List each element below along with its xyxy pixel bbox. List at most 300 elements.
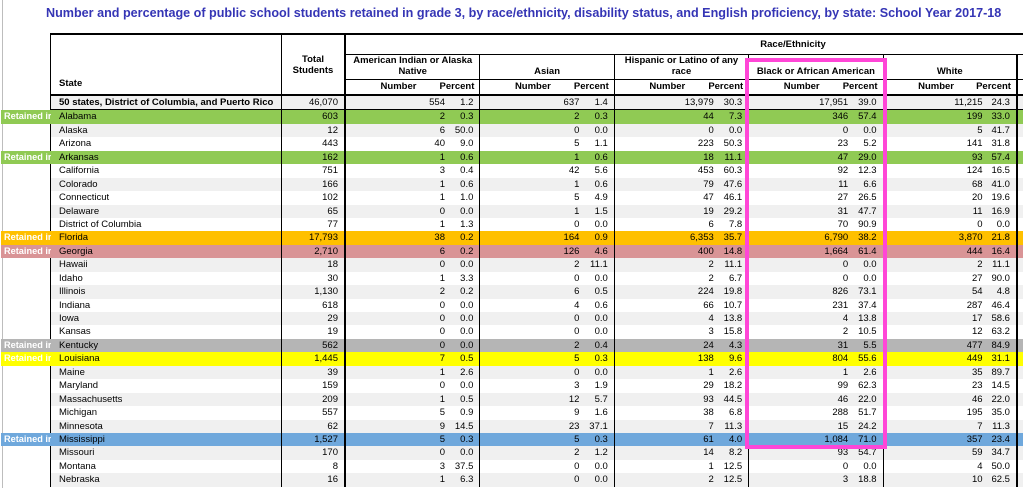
number-value: 1 [842, 366, 849, 378]
number-value: 1 [439, 474, 445, 486]
percent-value: 62.5 [991, 474, 1010, 486]
row-sliver [1018, 366, 1023, 379]
percent-value: 0.9 [460, 407, 474, 419]
number-value: 444 [966, 245, 983, 257]
number-value: 2 [574, 259, 580, 271]
race-group-cell [615, 137, 749, 150]
number-subheader: Number [783, 81, 820, 92]
table-row [51, 96, 1023, 110]
number-value: 3 [574, 380, 580, 392]
number-value: 59 [971, 447, 983, 459]
percent-value: 5.5 [863, 339, 877, 351]
number-value: 12 [568, 393, 580, 405]
table-body [4, 96, 1023, 487]
table-row [51, 178, 1023, 191]
number-value: 17,951 [819, 97, 849, 108]
number-value: 0 [842, 259, 849, 271]
percent-value: 0.9 [594, 232, 608, 244]
race-group-cell [749, 178, 883, 191]
percent-value: 4.0 [728, 433, 743, 445]
row-sliver [1018, 473, 1023, 486]
table-row [4, 151, 1023, 164]
percent-value: 6.3 [460, 474, 474, 486]
state-name: Delaware [51, 205, 282, 218]
percent-value: 18.2 [723, 380, 743, 392]
race-group-cell [480, 406, 614, 419]
number-value: 2 [574, 339, 580, 351]
race-group-cell [480, 110, 614, 123]
race-group-cell [346, 178, 480, 191]
number-value: 804 [832, 353, 849, 365]
number-value: 38 [434, 232, 445, 244]
percent-value: 23.4 [991, 433, 1010, 445]
number-value: 224 [697, 286, 714, 298]
number-value: 20 [971, 192, 983, 204]
race-group-cell [615, 245, 749, 258]
percent-value: 37.1 [589, 420, 608, 432]
column-header-total-students: Total Students [282, 35, 346, 94]
table-row [51, 218, 1023, 231]
percent-value: 31.1 [991, 353, 1010, 365]
table-row [51, 366, 1023, 379]
percent-value: 11.3 [992, 420, 1010, 432]
percent-value: 0.0 [863, 259, 877, 271]
race-group-cell [346, 258, 480, 271]
total-students-value: 166 [282, 178, 346, 191]
race-group-cell [884, 110, 1018, 123]
state-name: California [51, 164, 282, 177]
total-students-value: 562 [282, 339, 346, 352]
row-sliver [1018, 406, 1023, 419]
race-group-cell [346, 164, 480, 177]
number-value: 23 [568, 420, 580, 432]
column-subheader [480, 80, 614, 94]
percent-value: 90.0 [991, 272, 1010, 284]
percent-value: 0.6 [460, 151, 474, 163]
race-group-cell [749, 96, 883, 109]
column-group-header: American Indian or Alaska Native [346, 55, 480, 80]
state-name: Minnesota [51, 420, 282, 433]
number-value: 4 [574, 299, 580, 311]
number-value: 29 [703, 380, 714, 392]
percent-value: 0.2 [460, 286, 474, 298]
number-value: 35 [971, 366, 983, 378]
number-value: 1 [708, 460, 714, 472]
row-sliver [1018, 393, 1023, 406]
column-subheader [884, 80, 1018, 94]
race-group-cell [884, 379, 1018, 392]
race-group-cell [480, 339, 614, 352]
percent-value: 0.0 [863, 272, 877, 284]
percent-value: 35.0 [991, 407, 1010, 419]
percent-value: 24.3 [991, 97, 1010, 108]
race-group-cell [480, 460, 614, 473]
state-name: Kansas [51, 325, 282, 338]
number-value: 27 [837, 192, 849, 204]
table-row [51, 379, 1023, 392]
percent-value: 26.5 [858, 192, 877, 204]
race-group-cell [346, 446, 480, 459]
percent-value: 1.5 [594, 205, 608, 217]
total-students-value: 18 [282, 258, 346, 271]
number-value: 0 [439, 326, 445, 338]
percent-value: 47.7 [858, 205, 877, 217]
percent-value: 63.2 [991, 326, 1010, 338]
percent-value: 9.6 [728, 353, 743, 365]
percent-value: 29.0 [858, 151, 877, 163]
race-group-cell [480, 137, 614, 150]
number-value: 1 [439, 192, 445, 204]
number-value: 0 [842, 124, 849, 136]
race-group-cell [884, 191, 1018, 204]
column-group-race-ethnicity [346, 35, 1023, 55]
percent-value: 19.8 [723, 286, 743, 298]
race-group-cell [884, 352, 1018, 365]
percent-value: 11.1 [724, 259, 743, 271]
row-sliver [1018, 325, 1023, 338]
number-value: 14 [703, 447, 714, 459]
number-value: 0 [439, 205, 445, 217]
row-sliver [1018, 191, 1023, 204]
race-group-cell [346, 460, 480, 473]
percent-value: 31.8 [991, 138, 1010, 150]
percent-value: 13.8 [858, 313, 877, 324]
race-group-cell [884, 460, 1018, 473]
number-value: 0 [439, 339, 445, 351]
percent-value: 4.8 [996, 286, 1010, 298]
number-value: 1 [439, 151, 445, 163]
race-group-cell [884, 151, 1018, 164]
race-group-cell [749, 205, 883, 218]
race-group-cell [480, 366, 614, 379]
number-value: 826 [832, 286, 849, 298]
percent-value: 15.8 [723, 326, 743, 338]
race-group-cell [346, 245, 480, 258]
table-row [4, 231, 1023, 244]
state-name: District of Columbia [51, 218, 282, 231]
race-group-cell [346, 473, 480, 486]
race-group-cell [749, 393, 883, 406]
race-group-cell [346, 272, 480, 285]
number-value: 12 [971, 326, 983, 338]
total-students-value: 17,793 [282, 231, 346, 244]
race-group-cell [480, 393, 614, 406]
percent-value: 12.5 [723, 460, 743, 472]
number-value: 9 [574, 407, 580, 419]
percent-value: 71.0 [858, 433, 877, 445]
race-group-cell [615, 366, 749, 379]
race-group-cell [884, 339, 1018, 352]
race-group-cell [749, 218, 883, 231]
row-sliver [1018, 137, 1023, 150]
column-group-header: Hispanic or Latino of any race [615, 55, 749, 80]
number-value: 68 [971, 178, 983, 190]
table-row [4, 352, 1023, 365]
percent-value: 0.2 [460, 232, 474, 244]
number-value: 44 [703, 111, 714, 123]
percent-value: 0.5 [594, 286, 608, 298]
percent-value: 0.0 [594, 366, 608, 378]
race-group-cell [346, 352, 480, 365]
table-row [51, 205, 1023, 218]
percent-value: 9.0 [460, 138, 474, 150]
state-name: Hawaii [51, 258, 282, 271]
table-row [51, 191, 1023, 204]
percent-value: 14.5 [454, 420, 474, 432]
table-row [51, 272, 1023, 285]
number-value: 0 [439, 380, 445, 392]
number-value: 99 [837, 380, 849, 392]
number-value: 6,790 [824, 232, 849, 244]
percent-value: 1.2 [594, 447, 608, 459]
total-students-value: 1,445 [282, 352, 346, 365]
state-name: Mississippi [51, 433, 282, 446]
percent-value: 0.3 [594, 111, 608, 123]
number-value: 38 [703, 407, 714, 419]
race-group-cell [615, 164, 749, 177]
number-value: 6 [708, 218, 714, 230]
state-name: Colorado [51, 178, 282, 191]
number-value: 6 [439, 124, 445, 136]
state-name: Michigan [51, 406, 282, 419]
number-value: 47 [703, 192, 714, 204]
percent-value: 62.3 [858, 380, 877, 392]
percent-value: 1.6 [594, 407, 608, 419]
percent-value: 73.1 [858, 286, 877, 298]
percent-value: 11.1 [724, 151, 743, 163]
percent-value: 0.3 [594, 353, 608, 365]
row-sliver [1018, 245, 1023, 258]
column-header-state: State [51, 35, 282, 94]
number-value: 2 [842, 326, 849, 338]
race-group-cell [615, 446, 749, 459]
race-group-cell [749, 191, 883, 204]
column-group-header: White [884, 55, 1018, 80]
percent-value: 35.7 [723, 232, 743, 244]
race-group-cell [749, 406, 883, 419]
number-value: 3 [842, 474, 849, 486]
percent-subheader: Percent [842, 81, 878, 92]
number-value: 13,979 [684, 97, 714, 108]
number-value: 0 [439, 299, 445, 311]
retained-row-label: Retained ir [1, 110, 51, 123]
number-value: 400 [697, 245, 714, 257]
race-group-cell [615, 352, 749, 365]
race-group-cell [615, 325, 749, 338]
state-name: Maryland [51, 379, 282, 392]
row-sliver [1018, 299, 1023, 312]
number-value: 61 [703, 433, 714, 445]
number-value: 18 [703, 151, 714, 163]
row-sliver [1018, 110, 1023, 123]
race-group-cell [749, 272, 883, 285]
number-value: 9 [439, 420, 445, 432]
number-value: 11,215 [954, 97, 983, 108]
percent-value: 14.5 [991, 380, 1010, 392]
total-students-value: 29 [282, 312, 346, 325]
percent-value: 50.3 [723, 138, 743, 150]
row-sliver [1018, 96, 1023, 109]
percent-value: 58.6 [991, 313, 1010, 324]
number-value: 346 [832, 111, 849, 123]
percent-value: 46.1 [723, 192, 743, 204]
percent-value: 0.0 [594, 272, 608, 284]
race-group-cell [884, 272, 1018, 285]
percent-value: 0.0 [594, 124, 608, 136]
percent-subheader: Percent [708, 81, 744, 92]
total-students-value: 162 [282, 151, 346, 164]
table-row [51, 312, 1023, 325]
column-subheader [615, 80, 749, 94]
retained-row-label: Retained ir [1, 339, 51, 352]
number-value: 0 [574, 218, 580, 230]
race-group-cell [480, 299, 614, 312]
number-value: 11 [972, 205, 983, 217]
race-group-cell [615, 299, 749, 312]
state-name: Florida [51, 231, 282, 244]
state-name: Montana [51, 460, 282, 473]
state-name: Illinois [51, 285, 282, 298]
race-group-cell [346, 218, 480, 231]
number-value: 453 [697, 165, 714, 177]
table-row [51, 460, 1023, 473]
percent-value: 16.4 [991, 245, 1010, 257]
percent-value: 2.6 [460, 366, 474, 378]
race-group-cell [346, 205, 480, 218]
percent-subheader: Percent [439, 81, 475, 92]
race-group-cell [480, 433, 614, 446]
number-value: 70 [837, 218, 849, 230]
number-value: 1 [439, 393, 445, 405]
number-value: 2 [708, 259, 714, 271]
number-value: 164 [563, 232, 580, 244]
percent-value: 6.6 [863, 178, 877, 190]
race-group-cell [884, 312, 1018, 325]
race-group-cell [480, 164, 614, 177]
race-group-cell [615, 191, 749, 204]
state-name: Maine [51, 366, 282, 379]
race-group-cell [884, 366, 1018, 379]
number-value: 6 [574, 286, 580, 298]
table-row [51, 299, 1023, 312]
number-value: 0 [708, 124, 714, 136]
state-name: Alabama [51, 110, 282, 123]
percent-value: 0.4 [594, 339, 608, 351]
percent-value: 57.4 [858, 111, 877, 123]
race-group-cell [749, 137, 883, 150]
total-students-value: 39 [282, 366, 346, 379]
percent-value: 21.8 [991, 232, 1010, 244]
number-value: 357 [966, 433, 983, 445]
percent-value: 55.6 [858, 353, 877, 365]
column-subheader [749, 80, 883, 94]
percent-value: 11.1 [589, 259, 608, 271]
number-value: 0 [439, 313, 445, 324]
race-group-cell [884, 420, 1018, 433]
number-value: 287 [966, 299, 983, 311]
race-group-cell [749, 285, 883, 298]
race-group-cell [749, 151, 883, 164]
percent-value: 0.0 [594, 474, 608, 486]
number-value: 46 [971, 393, 983, 405]
number-value: 5 [977, 124, 983, 136]
number-value: 637 [563, 97, 580, 108]
retained-row-label: Retained ir [1, 433, 51, 446]
table-row [51, 446, 1023, 459]
row-sliver [1018, 352, 1023, 365]
state-name: Connecticut [51, 191, 282, 204]
race-group-cell [884, 96, 1018, 109]
number-value: 5 [574, 138, 580, 150]
number-value: 3,870 [958, 232, 983, 244]
percent-value: 0.0 [460, 205, 474, 217]
column-group-header: Asian [480, 55, 614, 80]
race-group-cell [480, 379, 614, 392]
table-row [51, 473, 1023, 486]
percent-value: 13.8 [723, 313, 743, 324]
number-value: 31 [837, 339, 849, 351]
race-group-cell [615, 312, 749, 325]
percent-value: 0.3 [594, 433, 608, 445]
race-group-cell [480, 191, 614, 204]
race-group-cell [749, 339, 883, 352]
total-students-value: 1,527 [282, 433, 346, 446]
race-group-cell [615, 393, 749, 406]
race-group-cell [615, 285, 749, 298]
number-value: 141 [966, 138, 983, 150]
number-value: 0 [574, 474, 580, 486]
number-subheader: Number [380, 81, 417, 92]
table-row [51, 393, 1023, 406]
retained-row-label: Retained ir [1, 231, 51, 244]
number-value: 1,664 [824, 245, 849, 257]
number-subheader: Number [514, 81, 551, 92]
race-group-cell [884, 433, 1018, 446]
percent-value: 0.0 [863, 460, 877, 472]
percent-value: 0.0 [460, 259, 474, 271]
race-group-cell [615, 460, 749, 473]
percent-value: 0.6 [594, 151, 608, 163]
total-students-value: 102 [282, 191, 346, 204]
percent-value: 89.7 [991, 366, 1010, 378]
table-row [51, 258, 1023, 271]
state-name: Arkansas [51, 151, 282, 164]
race-group-cell [346, 191, 480, 204]
number-value: 7 [708, 420, 714, 432]
number-value: 138 [697, 353, 714, 365]
percent-value: 12.5 [723, 474, 743, 486]
number-value: 1 [439, 272, 445, 284]
percent-value: 0.0 [594, 326, 608, 338]
race-group-cell [346, 285, 480, 298]
percent-value: 84.9 [991, 339, 1010, 351]
percent-value: 39.0 [858, 97, 877, 108]
number-value: 31 [837, 205, 849, 217]
total-students-value: 209 [282, 393, 346, 406]
number-value: 5 [439, 407, 445, 419]
race-group-cell [615, 339, 749, 352]
percent-value: 50.0 [991, 460, 1010, 472]
total-students-value: 751 [282, 164, 346, 177]
table-row [4, 339, 1023, 352]
number-value: 4 [708, 313, 714, 324]
race-group-cell [480, 285, 614, 298]
race-group-cell [480, 352, 614, 365]
total-students-value: 46,070 [282, 96, 346, 109]
race-group-cell [749, 325, 883, 338]
race-group-cell [884, 285, 1018, 298]
race-group-cell [749, 433, 883, 446]
